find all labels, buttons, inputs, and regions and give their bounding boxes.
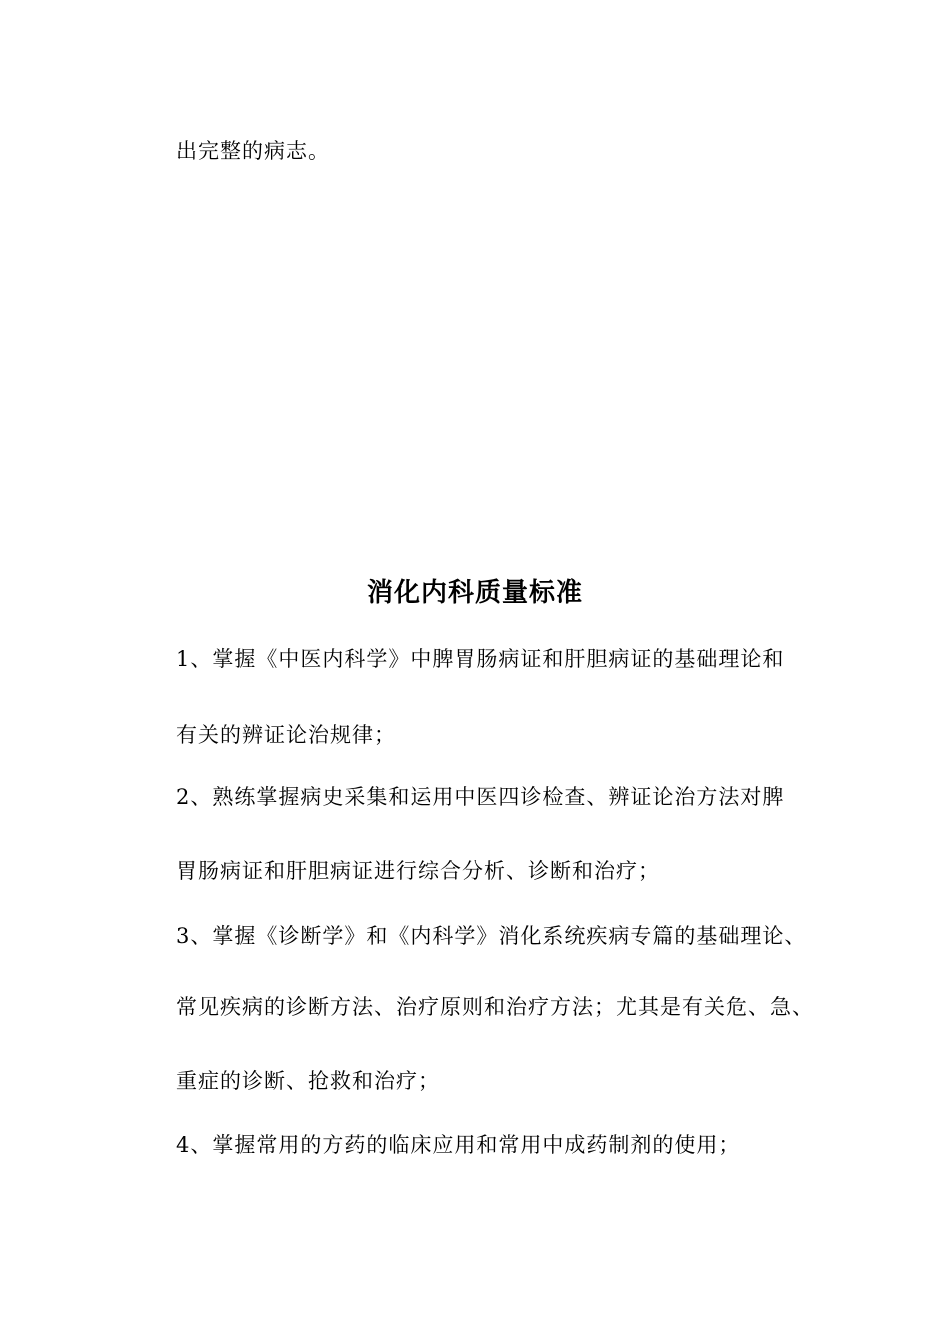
item-3-line-2: 常见疾病的诊断方法、治疗原则和治疗方法；尤其是有关危、急、 [176,995,814,1019]
item-2-line-1: 2、熟练掌握病史采集和运用中医四诊检查、辨证论治方法对脾 [176,785,785,809]
continuation-paragraph: 出完整的病志。 [176,139,330,163]
item-2-line-2: 胃肠病证和肝胆病证进行综合分析、诊断和治疗； [176,859,660,883]
item-1-line-2: 有关的辨证论治规律； [176,723,396,747]
item-3-line-3: 重症的诊断、抢救和治疗； [176,1069,440,1093]
item-1-line-1: 1、掌握《中医内科学》中脾胃肠病证和肝胆病证的基础理论和 [176,647,785,671]
section-title: 消化内科质量标准 [366,578,583,608]
item-4-line-1: 4、掌握常用的方药的临床应用和常用中成药制剂的使用； [176,1133,741,1157]
item-3-line-1: 3、掌握《诊断学》和《内科学》消化系统疾病专篇的基础理论、 [176,924,807,948]
